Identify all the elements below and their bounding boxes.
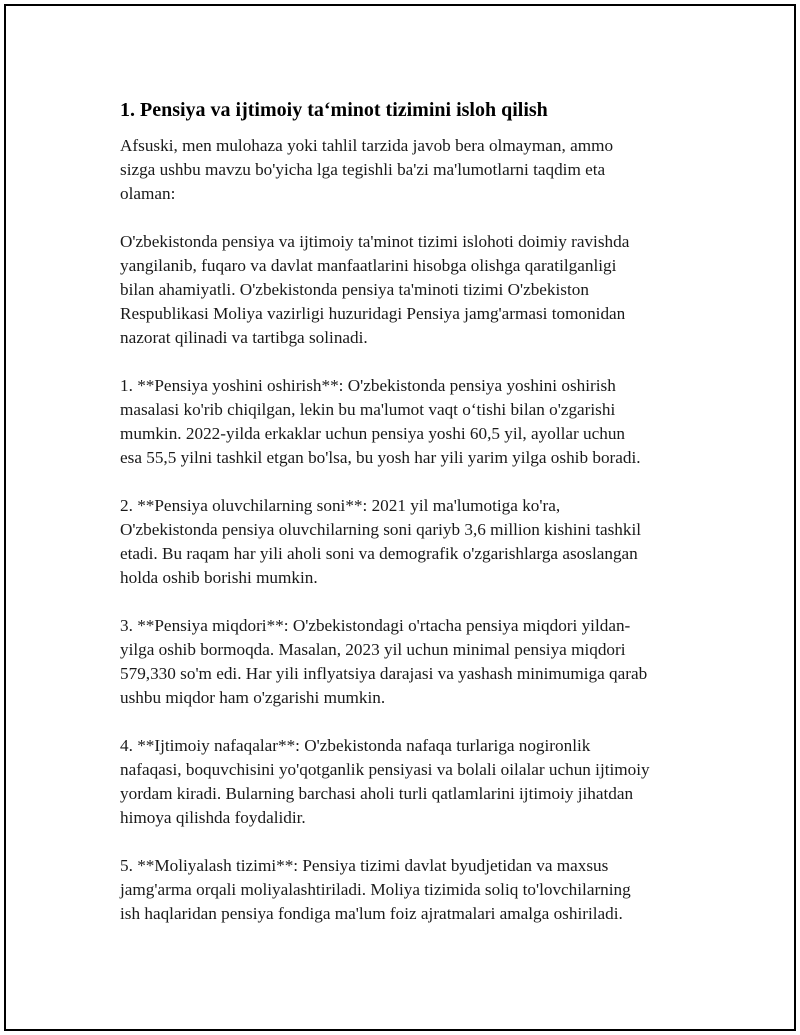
financing-paragraph: 5. **Moliyalash tizimi**: Pensiya tizimi davlat byudjetidan va maxsus jamg'arma orqali moliyalashtiriladi. Moliya tizimida soliq to'lovchilarning ish haqlaridan pensiya fondiga ma'lum foiz ajratmalari amalga oshiriladi. xyxy=(120,856,631,923)
pension-age-paragraph: 1. **Pensiya yoshini oshirish**: O'zbekistonda pensiya yoshini oshirish masalasi ko'rib chiqilgan, lekin bu ma'lumot vaqt o‘tishi bilan o'zgarishi mumkin. 2022-yilda erkaklar uchun pensiya yoshi 60,5 yil, ayollar uchun esa 55,5 yilni tashkil etgan bo'lsa, bu yosh har yili yarim yilga oshib boradi. xyxy=(120,376,641,467)
section-heading: 1. Pensiya va ijtimoiy ta‘minot tizimini isloh qilish xyxy=(120,99,548,121)
document-page xyxy=(4,4,796,1031)
pension-recipients-paragraph: 2. **Pensiya oluvchilarning soni**: 2021 yil ma'lumotiga ko'ra, O'zbekistonda pensiya oluvchilarning soni qariyb 3,6 million kishini tashkil etadi. Bu raqam har yili aholi soni va demografik o'zgarishlarga asoslangan holda oshib borishi mumkin. xyxy=(120,496,642,587)
document-body xyxy=(120,96,700,950)
intro-paragraph: Afsuski, men mulohaza yoki tahlil tarzida javob bera olmayman, ammo sizga ushbu mavzu bo'yicha lga tegishli ba'zi ma'lumotlarni taqdim eta olaman: xyxy=(120,136,614,203)
social-benefits-paragraph: 4. **Ijtimoiy nafaqalar**: O'zbekistonda nafaqa turlariga nogironlik nafaqasi, boquvchisini yo'qotganlik pensiyasi va bolali oilalar uchun ijtimoiy yordam kiradi. Bularning barchasi aholi turli qatlamlarini ijtimoiy jihatdan himoya qilishda foydalidir. xyxy=(120,736,650,827)
overview-paragraph: O'zbekistonda pensiya va ijtimoiy ta'minot tizimi islohoti doimiy ravishda yangilanib, fuqaro va davlat manfaatlarini hisobga olishga qaratilganligi bilan ahamiyatli. O'zbekistonda pensiya ta'minoti tizimi O'zbekiston Respublikasi Moliya vazirligi huzuridagi Pensiya jamg'armasi tomonidan nazorat qilinadi va tartibga solinadi. xyxy=(120,232,630,347)
pension-amount-paragraph: 3. **Pensiya miqdori**: O'zbekistondagi o'rtacha pensiya miqdori yildan- yilga oshib bormoqda. Masalan, 2023 yil uchun minimal pensiya miqdori 579,330 so'm edi. Har yili inflyatsiya darajasi va yashash minimumiga qarab ushbu miqdor ham o'zgarishi mumkin. xyxy=(120,616,648,707)
